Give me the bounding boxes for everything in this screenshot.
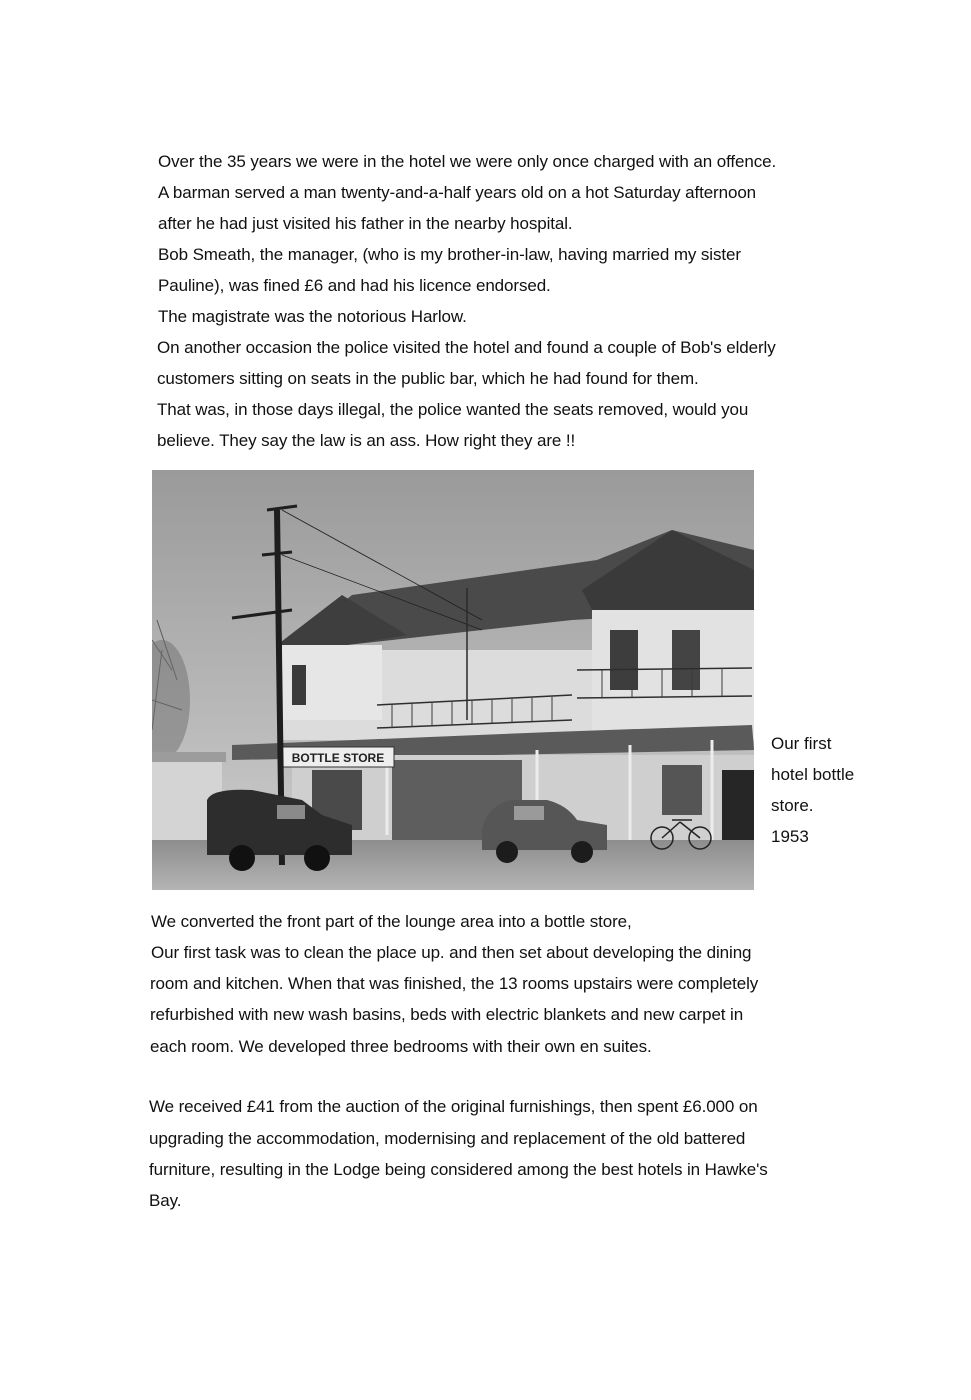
text-line: On another occasion the police visited the hotel and found a couple of Bob's elderly (157, 338, 776, 357)
caption-line: Our first (771, 734, 832, 753)
hotel-photo-illustration (152, 470, 754, 890)
text-line: believe. They say the law is an ass. How right they are !! (157, 431, 576, 450)
text-line: That was, in those days illegal, the police wanted the seats removed, would you (157, 400, 749, 419)
text-line: Pauline), was fined £6 and had his licence endorsed. (158, 276, 551, 295)
text-line: refurbished with new wash basins, beds with electric blankets and new carpet in (150, 1005, 744, 1024)
text-line: We converted the front part of the lounge area into a bottle store, (151, 912, 632, 931)
text-line: customers sitting on seats in the public bar, which he had found for them. (157, 369, 699, 388)
caption-line: store. (771, 796, 814, 815)
text-line: furniture, resulting in the Lodge being considered among the best hotels in Hawke's (149, 1160, 768, 1179)
text-line: upgrading the accommodation, modernising and replacement of the old battered (149, 1129, 746, 1148)
bottle-store-sign: BOTTLE STORE (291, 751, 385, 765)
text-line: room and kitchen. When that was finished, the 13 rooms upstairs were completely (150, 974, 759, 993)
text-line: We received £41 from the auction of the original furnishings, then spent £6.000 on (149, 1097, 758, 1116)
text-line: A barman served a man twenty-and-a-half years old on a hot Saturday afternoon (158, 183, 757, 202)
text-line: Our first task was to clean the place up. and then set about developing the dining (151, 943, 752, 962)
text-line: Bay. (149, 1191, 182, 1210)
text-line: each room. We developed three bedrooms with their own en suites. (150, 1037, 652, 1056)
caption-line: 1953 (771, 827, 809, 846)
text-line: after he had just visited his father in the nearby hospital. (158, 214, 573, 233)
text-line: Over the 35 years we were in the hotel we were only once charged with an offence. (158, 152, 777, 171)
caption-line: hotel bottle (771, 765, 855, 784)
text-line: The magistrate was the notorious Harlow. (158, 307, 467, 326)
hotel-photograph (152, 470, 754, 890)
text-line: Bob Smeath, the manager, (who is my brother-in-law, having married my sister (158, 245, 741, 264)
